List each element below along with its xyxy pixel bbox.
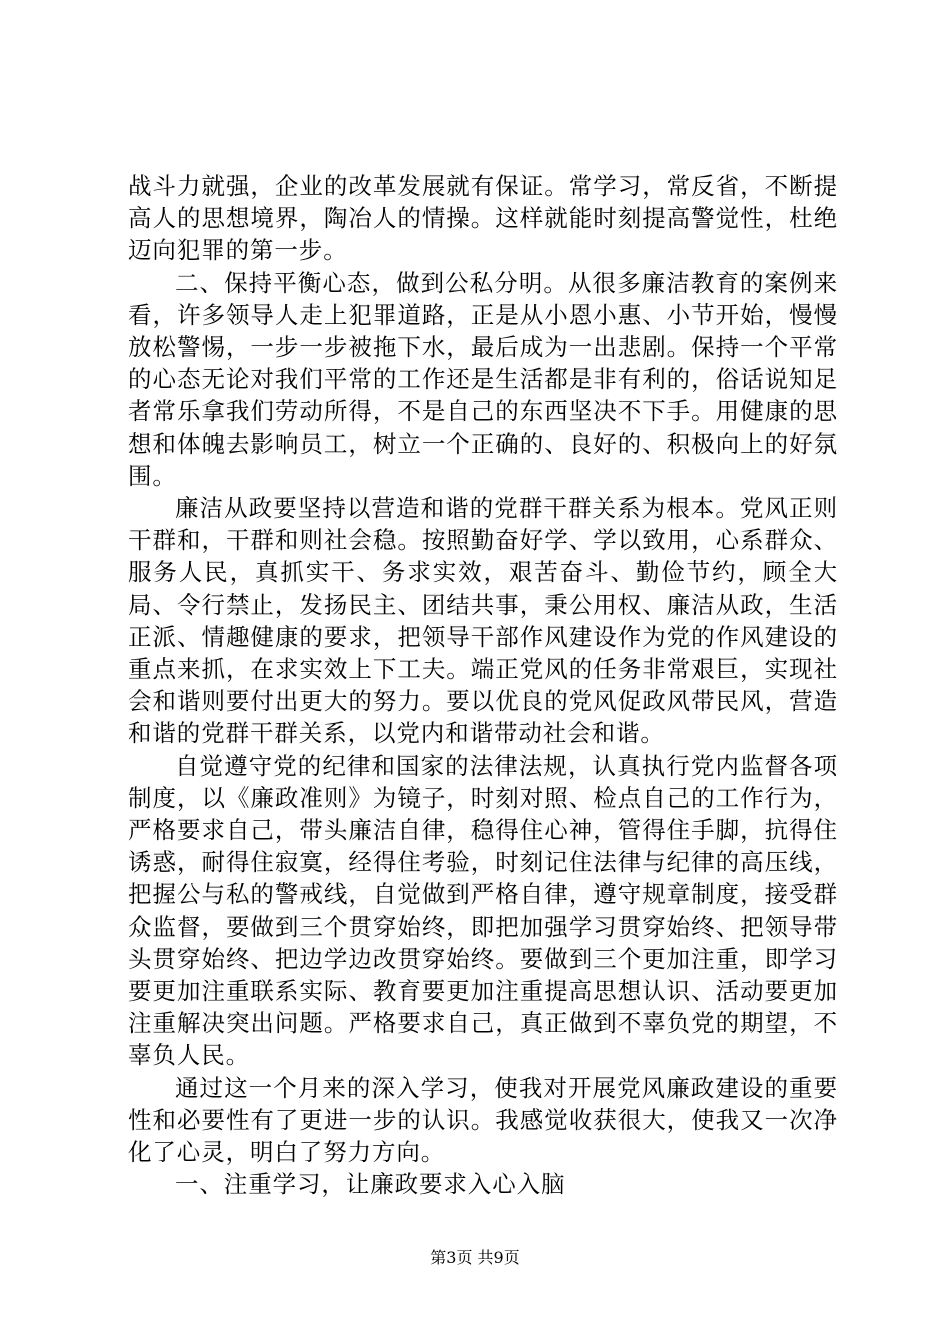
paragraph-study-reflection: 通过这一个月来的深入学习，使我对开展党风廉政建设的重要性和必要性有了更进一步的认识。我感觉收获很大，使我又一次净化了心灵，明白了努力方向。 xyxy=(128,1073,838,1167)
paragraph-balanced-mindset: 二、保持平衡心态，做到公私分明。从很多廉洁教育的案例来看，许多领导人走上犯罪道路，正是从小恩小惠、小节开始，慢慢放松警惕，一步一步被拖下水，最后成为一出悲剧。保持一个平常的心态无论对我们平常的工作还是生活都是非有利的，俗话说知足者常乐拿我们劳动所得，不是自己的东西坚决不下手。用健康的思想和体魄去影响员工，树立一个正确的、良好的、积极向上的好氛围。 xyxy=(128,268,838,490)
page-number-footer: 第3页 共9页 xyxy=(430,1248,520,1267)
paragraph-discipline: 自觉遵守党的纪律和国家的法律法规，认真执行党内监督各项制度，以《廉政准则》为镜子，时刻对照、检点自己的工作行为，严格要求自己，带头廉洁自律，稳得住心神，管得住手脚，抗得住诱惑，耐得住寂寞，经得住考验，时刻记住法律与纪律的高压线，把握公与私的警戒线，自觉做到严格自律，遵守规章制度，接受群众监督，要做到三个贯穿始终，即把加强学习贯穿始终、把领导带头贯穿始终、把边学边改贯穿始终。要做到三个更加注重，即学习要更加注重联系实际、教育要更加注重提高思想认识、活动要更加注重解决突出问题。严格要求自己，真正做到不辜负党的期望，不辜负人民。 xyxy=(128,751,838,1070)
document-body xyxy=(128,170,838,1201)
paragraph-continuation: 战斗力就强，企业的改革发展就有保证。常学习，常反省，不断提高人的思想境界，陶冶人的情操。这样就能时刻提高警觉性，杜绝迈向犯罪的第一步。 xyxy=(128,172,838,265)
paragraph-harmonious-relations: 廉洁从政要坚持以营造和谐的党群干群关系为根本。党风正则干群和，干群和则社会稳。按照勤奋好学、学以致用，心系群众、服务人民，真抓实干、务求实效，艰苦奋斗、勤俭节约，顾全大局、令行禁止，发扬民主、团结共事，秉公用权、廉洁从政，生活正派、情趣健康的要求，把领导干部作风建设作为党的作风建设的重点来抓，在求实效上下工夫。端正党风的任务非常艰巨，实现社会和谐则要付出更大的努力。要以优良的党风促政风带民风，营造和谐的党群干群关系，以党内和谐带动社会和谐。 xyxy=(128,494,838,748)
section-heading-study: 一、注重学习，让廉政要求入心入脑 xyxy=(175,1170,566,1199)
